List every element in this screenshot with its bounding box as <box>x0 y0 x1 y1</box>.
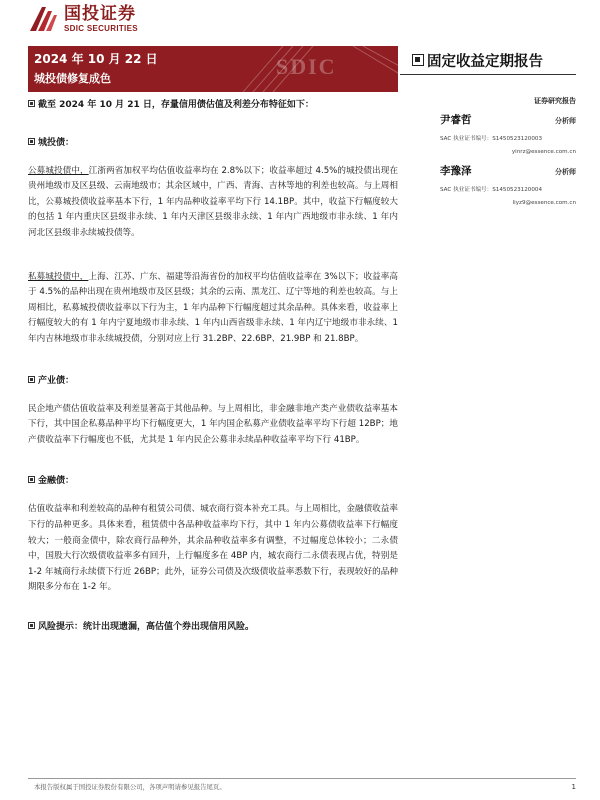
risk-warning: 风险提示：统计出现遗漏，高估值个券出现信用风险。 <box>28 620 398 634</box>
analyst-sac: SAC 执业证书编号：S1450523120004 <box>440 187 543 193</box>
page-footer <box>28 778 576 792</box>
intro-paragraph: 截至 2024 年 10 月 21 日，存量信用债估值及利差分布特征如下： <box>28 98 398 114</box>
analyst-panel <box>440 96 576 206</box>
paragraph-lead: 公募城投债中， <box>28 165 89 176</box>
report-type-label: 固定收益定期报告 <box>427 53 543 70</box>
section-heading: 产业债： <box>28 374 398 388</box>
bullet-icon <box>28 622 35 629</box>
bullet-icon <box>28 476 35 483</box>
analyst-role: 分析师 <box>555 168 576 176</box>
section-paragraph <box>28 164 398 242</box>
brand-logo <box>28 4 138 34</box>
header-band <box>28 46 398 92</box>
section-heading: 金融债： <box>28 474 398 488</box>
paragraph-lead: 私募城投债中， <box>28 271 89 282</box>
analyst-email[interactable]: liyz9@essence.com.cn <box>512 200 576 206</box>
section-paragraph <box>28 270 398 348</box>
band-watermark: SDIC <box>276 54 337 79</box>
section-heading: 城投债： <box>28 136 398 150</box>
bullet-icon <box>28 138 35 145</box>
analyst-card <box>440 163 576 206</box>
report-title: 城投债修复成色 <box>34 72 111 85</box>
section-paragraph <box>28 402 398 449</box>
analyst-role: 分析师 <box>555 117 576 125</box>
brand-mark-icon <box>28 5 58 33</box>
paragraph-text: 上海、江苏、广东、福建等沿海省份的加权平均估值收益率在 3%以下；收益率高于 4.5%的品种出现在贵州地级市及区县级；其余的云南、黑龙江、辽宁等地的利差也较高。与上周相比，私募城投债收益率以下行为主，1 年内品种下行幅度超过其余品种。具体来看，收益率上行幅度较大的有 1 年内宁夏地级市非永续、1 年内山西省级非永续、1 年内辽宁地级市非永续、1 年内吉林地级市非永续城投债，分别对应上行 31.2BP、22.6BP、21.9BP 和 21.8BP。 <box>28 271 398 344</box>
brand-name-en: SDIC SECURITIES <box>64 23 138 33</box>
report-type <box>412 48 576 72</box>
analyst-card <box>440 112 576 155</box>
paragraph-text: 估值收益率和利差较高的品种有租赁公司债、城农商行资本补充工具。与上周相比，金融债收益率下行的品种更多。具体来看，租赁债中各品种收益率均下行，其中 1 年内公募债收益率下行幅度较大；一般商金债中，除农商行品种外，其余品种收益率多有调整，不过幅度总体较小；二永债中，国股大行次级债收益率多有回升，上行幅度多在 4BP 内，城农商行二永债表现占优，特别是 1-2 年城商行永续债下行近 26BP；此外，证券公司债及次级债收益率悉数下行，表现较好的品种期限多分布在 1-2 年。 <box>28 504 398 593</box>
analyst-name: 尹睿哲 <box>440 114 472 126</box>
brand-name-cn: 国投证券 <box>64 3 136 24</box>
bullet-icon <box>28 100 35 107</box>
footer-disclaimer: 本报告版权属于国投证券股份有限公司，各项声明请参见报告尾页。 <box>34 783 226 791</box>
paragraph-text: 江浙两省加权平均估值收益率均在 2.8%以下；收益率超过 4.5%的城投债出现在贵州地级市及区县级、云南地级市；其余区域中，广西、青海、吉林等地的利差也较高。与上周相比，公募城投债收益率基本下行，1 年内品种收益率平均下行 14.1BP。其中，收益下行幅度较大的包括 1 年内重庆区县级非永续、1 年内天津区县级非永续、1 年内广西地级市非永续、1 年内河北区县级非永续城投债等。 <box>28 165 398 238</box>
page-number: 1 <box>571 782 576 791</box>
paragraph-text: 民企地产债估值收益率及利差显著高于其他品种。与上周相比，非金融非地产类产业债收益率基本下行，其中国企私募品种平均下行幅度更大，1 年内国企私募产业债收益率平均下行超 12BP；地产债收益率下行幅度也不低，尤其是 1 年内民企公募非永续品种收益率平均下行 41BP。 <box>28 403 398 445</box>
report-type-divider <box>400 74 576 75</box>
bullet-icon <box>28 376 35 383</box>
analyst-email[interactable]: yinrz@essence.com.cn <box>511 149 576 155</box>
research-label: 证券研究报告 <box>534 97 576 105</box>
report-date: 2024 年 10 月 22 日 <box>34 52 158 66</box>
section-paragraph <box>28 502 398 596</box>
report-type-icon <box>412 54 424 66</box>
report-body <box>28 98 398 634</box>
analyst-sac: SAC 执业证书编号：S1450523120003 <box>440 136 543 142</box>
analyst-name: 李豫泽 <box>440 165 472 177</box>
